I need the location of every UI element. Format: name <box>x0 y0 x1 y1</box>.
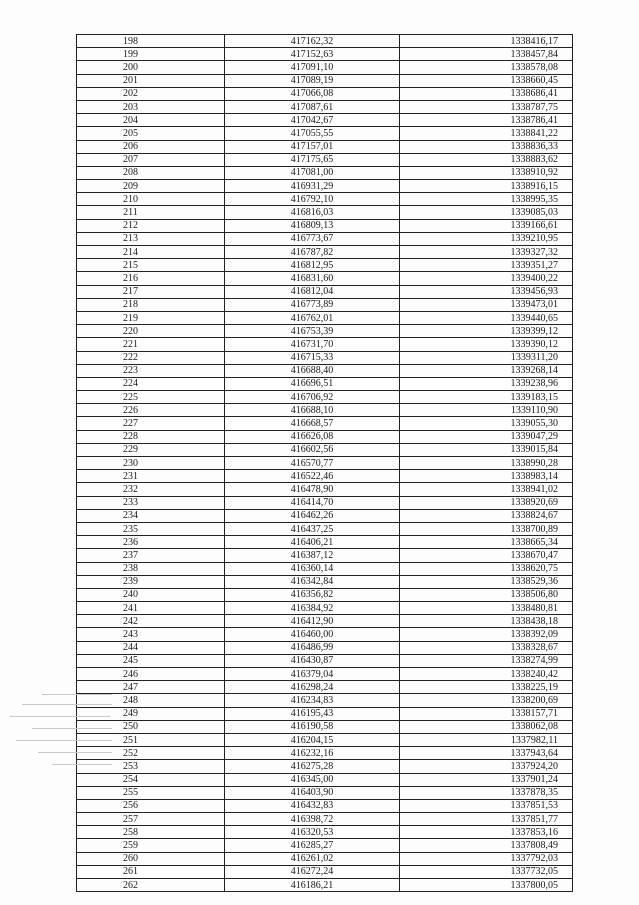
table-row <box>77 35 573 48</box>
table-row <box>77 153 573 166</box>
table-row <box>77 681 573 694</box>
table-row <box>77 747 573 760</box>
point-number-cell: 244 <box>77 641 225 654</box>
point-number-cell: 213 <box>77 232 225 245</box>
x-coordinate-cell: 416232,16 <box>225 747 400 760</box>
table-row <box>77 325 573 338</box>
point-number-cell: 256 <box>77 799 225 812</box>
x-coordinate-cell: 416812,04 <box>225 285 400 298</box>
x-coordinate-cell: 417081,00 <box>225 166 400 179</box>
table-row <box>77 417 573 430</box>
x-coordinate-cell: 416792,10 <box>225 193 400 206</box>
y-coordinate-cell: 1339055,30 <box>400 417 573 430</box>
y-coordinate-cell: 1337853,16 <box>400 826 573 839</box>
x-coordinate-cell: 416285,27 <box>225 839 400 852</box>
x-coordinate-cell: 416272,24 <box>225 865 400 878</box>
x-coordinate-cell: 417042,67 <box>225 114 400 127</box>
x-coordinate-cell: 416430,87 <box>225 654 400 667</box>
point-number-cell: 203 <box>77 100 225 113</box>
y-coordinate-cell: 1338995,35 <box>400 193 573 206</box>
table-row <box>77 813 573 826</box>
x-coordinate-cell: 416234,83 <box>225 694 400 707</box>
point-number-cell: 217 <box>77 285 225 298</box>
point-number-cell: 210 <box>77 193 225 206</box>
y-coordinate-cell: 1339110,90 <box>400 404 573 417</box>
y-coordinate-cell: 1338883,62 <box>400 153 573 166</box>
y-coordinate-cell: 1338990,28 <box>400 457 573 470</box>
point-number-cell: 227 <box>77 417 225 430</box>
point-number-cell: 204 <box>77 114 225 127</box>
y-coordinate-cell: 1339440,65 <box>400 311 573 324</box>
y-coordinate-cell: 1338225,19 <box>400 681 573 694</box>
point-number-cell: 200 <box>77 61 225 74</box>
x-coordinate-cell: 416688,40 <box>225 364 400 377</box>
x-coordinate-cell: 417162,32 <box>225 35 400 48</box>
y-coordinate-cell: 1337878,35 <box>400 786 573 799</box>
x-coordinate-cell: 416298,24 <box>225 681 400 694</box>
x-coordinate-cell: 416414,70 <box>225 496 400 509</box>
x-coordinate-cell: 417087,61 <box>225 100 400 113</box>
coordinates-table <box>76 34 573 892</box>
table-row <box>77 720 573 733</box>
y-coordinate-cell: 1339327,32 <box>400 246 573 259</box>
point-number-cell: 218 <box>77 298 225 311</box>
table-row <box>77 311 573 324</box>
y-coordinate-cell: 1338480,81 <box>400 602 573 615</box>
table-row <box>77 760 573 773</box>
table-row <box>77 127 573 140</box>
point-number-cell: 207 <box>77 153 225 166</box>
y-coordinate-cell: 1338665,34 <box>400 536 573 549</box>
point-number-cell: 252 <box>77 747 225 760</box>
point-number-cell: 251 <box>77 733 225 746</box>
x-coordinate-cell: 416812,95 <box>225 259 400 272</box>
y-coordinate-cell: 1338457,84 <box>400 48 573 61</box>
point-number-cell: 206 <box>77 140 225 153</box>
x-coordinate-cell: 416773,89 <box>225 298 400 311</box>
table-row <box>77 140 573 153</box>
x-coordinate-cell: 417157,01 <box>225 140 400 153</box>
table-row <box>77 522 573 535</box>
table-row <box>77 628 573 641</box>
point-number-cell: 224 <box>77 377 225 390</box>
x-coordinate-cell: 416668,57 <box>225 417 400 430</box>
y-coordinate-cell: 1337924,20 <box>400 760 573 773</box>
x-coordinate-cell: 416437,25 <box>225 522 400 535</box>
x-coordinate-cell: 417175,65 <box>225 153 400 166</box>
y-coordinate-cell: 1338200,69 <box>400 694 573 707</box>
table-row <box>77 377 573 390</box>
x-coordinate-cell: 416706,92 <box>225 391 400 404</box>
point-number-cell: 253 <box>77 760 225 773</box>
point-number-cell: 202 <box>77 87 225 100</box>
x-coordinate-cell: 417152,63 <box>225 48 400 61</box>
y-coordinate-cell: 1337982,11 <box>400 733 573 746</box>
table-row <box>77 232 573 245</box>
point-number-cell: 231 <box>77 470 225 483</box>
table-row <box>77 509 573 522</box>
point-number-cell: 205 <box>77 127 225 140</box>
table-row <box>77 180 573 193</box>
y-coordinate-cell: 1338274,99 <box>400 654 573 667</box>
x-coordinate-cell: 416261,02 <box>225 852 400 865</box>
point-number-cell: 233 <box>77 496 225 509</box>
point-number-cell: 211 <box>77 206 225 219</box>
y-coordinate-cell: 1338700,89 <box>400 522 573 535</box>
x-coordinate-cell: 416762,01 <box>225 311 400 324</box>
point-number-cell: 220 <box>77 325 225 338</box>
x-coordinate-cell: 416384,92 <box>225 602 400 615</box>
table-row <box>77 61 573 74</box>
x-coordinate-cell: 416379,04 <box>225 668 400 681</box>
y-coordinate-cell: 1338670,47 <box>400 549 573 562</box>
y-coordinate-cell: 1338240,42 <box>400 668 573 681</box>
x-coordinate-cell: 417089,19 <box>225 74 400 87</box>
y-coordinate-cell: 1337792,03 <box>400 852 573 865</box>
table-row <box>77 707 573 720</box>
x-coordinate-cell: 416406,21 <box>225 536 400 549</box>
x-coordinate-cell: 416190,58 <box>225 720 400 733</box>
y-coordinate-cell: 1339183,15 <box>400 391 573 404</box>
table-row <box>77 48 573 61</box>
y-coordinate-cell: 1339268,14 <box>400 364 573 377</box>
table-row <box>77 839 573 852</box>
coordinates-table-body <box>77 35 573 892</box>
point-number-cell: 223 <box>77 364 225 377</box>
y-coordinate-cell: 1339400,22 <box>400 272 573 285</box>
x-coordinate-cell: 416809,13 <box>225 219 400 232</box>
x-coordinate-cell: 416522,46 <box>225 470 400 483</box>
y-coordinate-cell: 1338529,36 <box>400 575 573 588</box>
x-coordinate-cell: 416816,03 <box>225 206 400 219</box>
point-number-cell: 248 <box>77 694 225 707</box>
table-row <box>77 364 573 377</box>
table-row <box>77 654 573 667</box>
y-coordinate-cell: 1337851,77 <box>400 813 573 826</box>
point-number-cell: 238 <box>77 562 225 575</box>
y-coordinate-cell: 1339238,96 <box>400 377 573 390</box>
x-coordinate-cell: 416398,72 <box>225 813 400 826</box>
table-row <box>77 87 573 100</box>
x-coordinate-cell: 417066,08 <box>225 87 400 100</box>
x-coordinate-cell: 416602,56 <box>225 443 400 456</box>
table-row <box>77 430 573 443</box>
y-coordinate-cell: 1339390,12 <box>400 338 573 351</box>
x-coordinate-cell: 417055,55 <box>225 127 400 140</box>
x-coordinate-cell: 416345,00 <box>225 773 400 786</box>
point-number-cell: 235 <box>77 522 225 535</box>
point-number-cell: 228 <box>77 430 225 443</box>
point-number-cell: 246 <box>77 668 225 681</box>
point-number-cell: 249 <box>77 707 225 720</box>
x-coordinate-cell: 416460,00 <box>225 628 400 641</box>
x-coordinate-cell: 416204,15 <box>225 733 400 746</box>
x-coordinate-cell: 416360,14 <box>225 562 400 575</box>
x-coordinate-cell: 416275,28 <box>225 760 400 773</box>
y-coordinate-cell: 1338920,69 <box>400 496 573 509</box>
y-coordinate-cell: 1338836,33 <box>400 140 573 153</box>
y-coordinate-cell: 1338941,02 <box>400 483 573 496</box>
point-number-cell: 259 <box>77 839 225 852</box>
y-coordinate-cell: 1338328,67 <box>400 641 573 654</box>
y-coordinate-cell: 1338620,75 <box>400 562 573 575</box>
table-row <box>77 496 573 509</box>
x-coordinate-cell: 416773,67 <box>225 232 400 245</box>
table-row <box>77 246 573 259</box>
x-coordinate-cell: 416478,90 <box>225 483 400 496</box>
table-row <box>77 733 573 746</box>
table-row <box>77 549 573 562</box>
y-coordinate-cell: 1338916,15 <box>400 180 573 193</box>
point-number-cell: 250 <box>77 720 225 733</box>
point-number-cell: 239 <box>77 575 225 588</box>
y-coordinate-cell: 1338983,14 <box>400 470 573 483</box>
y-coordinate-cell: 1338062,08 <box>400 720 573 733</box>
table-row <box>77 879 573 892</box>
x-coordinate-cell: 416831,60 <box>225 272 400 285</box>
x-coordinate-cell: 416688,10 <box>225 404 400 417</box>
table-row <box>77 457 573 470</box>
point-number-cell: 222 <box>77 351 225 364</box>
x-coordinate-cell: 416403,90 <box>225 786 400 799</box>
x-coordinate-cell: 416715,33 <box>225 351 400 364</box>
table-row <box>77 470 573 483</box>
table-row <box>77 351 573 364</box>
y-coordinate-cell: 1339085,03 <box>400 206 573 219</box>
point-number-cell: 229 <box>77 443 225 456</box>
table-row <box>77 562 573 575</box>
x-coordinate-cell: 417091,10 <box>225 61 400 74</box>
x-coordinate-cell: 416186,21 <box>225 879 400 892</box>
point-number-cell: 254 <box>77 773 225 786</box>
table-row <box>77 443 573 456</box>
table-row <box>77 602 573 615</box>
table-row <box>77 272 573 285</box>
table-row <box>77 219 573 232</box>
y-coordinate-cell: 1337851,53 <box>400 799 573 812</box>
point-number-cell: 260 <box>77 852 225 865</box>
table-row <box>77 668 573 681</box>
point-number-cell: 261 <box>77 865 225 878</box>
y-coordinate-cell: 1337901,24 <box>400 773 573 786</box>
y-coordinate-cell: 1338506,80 <box>400 588 573 601</box>
point-number-cell: 209 <box>77 180 225 193</box>
point-number-cell: 226 <box>77 404 225 417</box>
point-number-cell: 232 <box>77 483 225 496</box>
table-row <box>77 588 573 601</box>
point-number-cell: 230 <box>77 457 225 470</box>
y-coordinate-cell: 1339351,27 <box>400 259 573 272</box>
y-coordinate-cell: 1339015,84 <box>400 443 573 456</box>
point-number-cell: 221 <box>77 338 225 351</box>
x-coordinate-cell: 416320,53 <box>225 826 400 839</box>
point-number-cell: 198 <box>77 35 225 48</box>
y-coordinate-cell: 1338416,17 <box>400 35 573 48</box>
point-number-cell: 245 <box>77 654 225 667</box>
point-number-cell: 236 <box>77 536 225 549</box>
point-number-cell: 214 <box>77 246 225 259</box>
y-coordinate-cell: 1339047,29 <box>400 430 573 443</box>
y-coordinate-cell: 1339473,01 <box>400 298 573 311</box>
x-coordinate-cell: 416356,82 <box>225 588 400 601</box>
x-coordinate-cell: 416570,77 <box>225 457 400 470</box>
y-coordinate-cell: 1338786,41 <box>400 114 573 127</box>
y-coordinate-cell: 1337808,49 <box>400 839 573 852</box>
table-row <box>77 773 573 786</box>
x-coordinate-cell: 416486,99 <box>225 641 400 654</box>
point-number-cell: 201 <box>77 74 225 87</box>
point-number-cell: 219 <box>77 311 225 324</box>
y-coordinate-cell: 1337800,05 <box>400 879 573 892</box>
point-number-cell: 258 <box>77 826 225 839</box>
y-coordinate-cell: 1338660,45 <box>400 74 573 87</box>
x-coordinate-cell: 416342,84 <box>225 575 400 588</box>
table-row <box>77 852 573 865</box>
point-number-cell: 234 <box>77 509 225 522</box>
point-number-cell: 255 <box>77 786 225 799</box>
table-row <box>77 285 573 298</box>
y-coordinate-cell: 1338824,67 <box>400 509 573 522</box>
y-coordinate-cell: 1338910,92 <box>400 166 573 179</box>
y-coordinate-cell: 1339456,93 <box>400 285 573 298</box>
table-row <box>77 694 573 707</box>
y-coordinate-cell: 1339210,95 <box>400 232 573 245</box>
table-row <box>77 615 573 628</box>
table-row <box>77 114 573 127</box>
y-coordinate-cell: 1338686,41 <box>400 87 573 100</box>
point-number-cell: 243 <box>77 628 225 641</box>
table-row <box>77 338 573 351</box>
y-coordinate-cell: 1338392,09 <box>400 628 573 641</box>
point-number-cell: 242 <box>77 615 225 628</box>
x-coordinate-cell: 416731,70 <box>225 338 400 351</box>
point-number-cell: 208 <box>77 166 225 179</box>
table-row <box>77 575 573 588</box>
x-coordinate-cell: 416753,39 <box>225 325 400 338</box>
point-number-cell: 225 <box>77 391 225 404</box>
y-coordinate-cell: 1337943,64 <box>400 747 573 760</box>
table-row <box>77 391 573 404</box>
point-number-cell: 241 <box>77 602 225 615</box>
x-coordinate-cell: 416387,12 <box>225 549 400 562</box>
point-number-cell: 237 <box>77 549 225 562</box>
x-coordinate-cell: 416696,51 <box>225 377 400 390</box>
table-row <box>77 865 573 878</box>
table-row <box>77 404 573 417</box>
y-coordinate-cell: 1338157,71 <box>400 707 573 720</box>
y-coordinate-cell: 1339311,20 <box>400 351 573 364</box>
x-coordinate-cell: 416432,83 <box>225 799 400 812</box>
table-row <box>77 166 573 179</box>
y-coordinate-cell: 1337732,05 <box>400 865 573 878</box>
point-number-cell: 247 <box>77 681 225 694</box>
y-coordinate-cell: 1338841,22 <box>400 127 573 140</box>
point-number-cell: 215 <box>77 259 225 272</box>
scan-artifact <box>2 690 120 772</box>
point-number-cell: 262 <box>77 879 225 892</box>
point-number-cell: 240 <box>77 588 225 601</box>
y-coordinate-cell: 1338578,08 <box>400 61 573 74</box>
y-coordinate-cell: 1339166,61 <box>400 219 573 232</box>
table-row <box>77 536 573 549</box>
table-row <box>77 74 573 87</box>
table-row <box>77 641 573 654</box>
table-row <box>77 298 573 311</box>
point-number-cell: 216 <box>77 272 225 285</box>
table-row <box>77 193 573 206</box>
table-row <box>77 206 573 219</box>
x-coordinate-cell: 416195,43 <box>225 707 400 720</box>
table-row <box>77 826 573 839</box>
point-number-cell: 257 <box>77 813 225 826</box>
y-coordinate-cell: 1339399,12 <box>400 325 573 338</box>
x-coordinate-cell: 416787,82 <box>225 246 400 259</box>
table-row <box>77 259 573 272</box>
y-coordinate-cell: 1338438,18 <box>400 615 573 628</box>
y-coordinate-cell: 1338787,75 <box>400 100 573 113</box>
table-row <box>77 799 573 812</box>
x-coordinate-cell: 416931,29 <box>225 180 400 193</box>
x-coordinate-cell: 416462,26 <box>225 509 400 522</box>
x-coordinate-cell: 416626,08 <box>225 430 400 443</box>
point-number-cell: 212 <box>77 219 225 232</box>
x-coordinate-cell: 416412,90 <box>225 615 400 628</box>
table-row <box>77 786 573 799</box>
table-row <box>77 483 573 496</box>
table-row <box>77 100 573 113</box>
point-number-cell: 199 <box>77 48 225 61</box>
